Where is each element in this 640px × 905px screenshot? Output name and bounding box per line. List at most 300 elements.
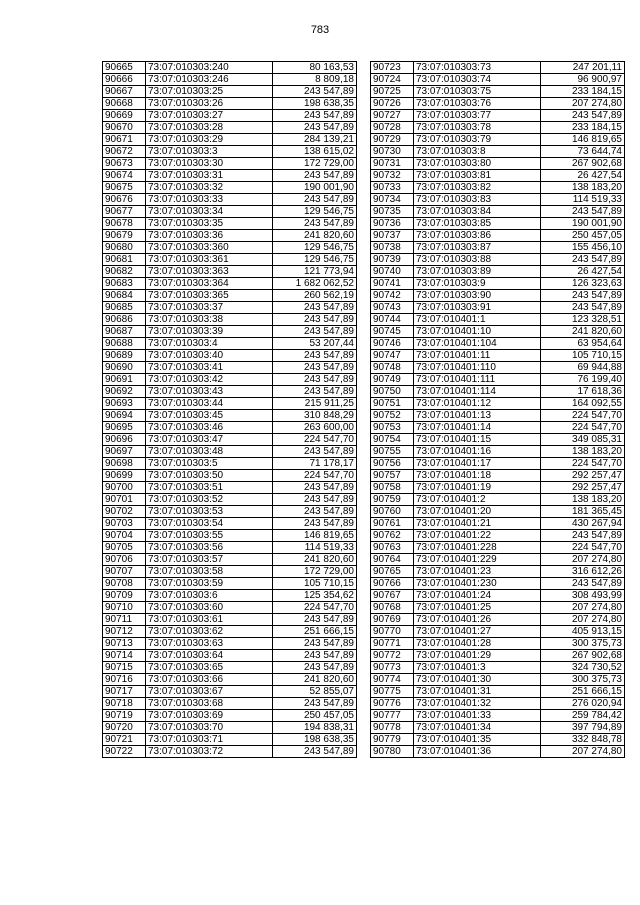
cadastral-number-cell: 73:07:010401:16 [414, 446, 541, 458]
row-number-cell: 90670 [103, 122, 146, 134]
cadastral-value-cell: 194 838,31 [273, 722, 357, 734]
table-row [371, 566, 625, 578]
cadastral-number-cell: 73:07:010303:38 [146, 314, 273, 326]
table-row [371, 650, 625, 662]
table-row [371, 662, 625, 674]
table-row [103, 722, 357, 734]
cadastral-number-cell: 73:07:010303:25 [146, 86, 273, 98]
row-number-cell: 90719 [103, 710, 146, 722]
cadastral-value-cell: 181 365,45 [541, 506, 625, 518]
row-number-cell: 90702 [103, 506, 146, 518]
cadastral-number-cell: 73:07:010401:230 [414, 578, 541, 590]
cadastral-value-cell: 260 562,19 [273, 290, 357, 302]
cadastral-value-cell: 215 911,25 [273, 398, 357, 410]
cadastral-value-cell: 243 547,89 [273, 614, 357, 626]
cadastral-value-cell: 247 201,11 [541, 62, 625, 74]
cadastral-number-cell: 73:07:010401:111 [414, 374, 541, 386]
table-row [103, 158, 357, 170]
cadastral-value-cell: 243 547,89 [273, 122, 357, 134]
row-number-cell: 90728 [371, 122, 414, 134]
cadastral-value-cell: 198 638,35 [273, 734, 357, 746]
cadastral-value-cell: 224 547,70 [541, 422, 625, 434]
cadastral-value-cell: 243 547,89 [273, 482, 357, 494]
cadastral-value-cell: 243 547,89 [273, 86, 357, 98]
cadastral-number-cell: 73:07:010401:24 [414, 590, 541, 602]
cadastral-value-cell: 123 328,51 [541, 314, 625, 326]
row-number-cell: 90780 [371, 746, 414, 758]
row-number-cell: 90751 [371, 398, 414, 410]
row-number-cell: 90681 [103, 254, 146, 266]
table-row [371, 506, 625, 518]
table-row [371, 218, 625, 230]
row-number-cell: 90779 [371, 734, 414, 746]
row-number-cell: 90705 [103, 542, 146, 554]
table-row [103, 530, 357, 542]
row-number-cell: 90711 [103, 614, 146, 626]
cadastral-value-cell: 114 519,33 [273, 542, 357, 554]
row-number-cell: 90678 [103, 218, 146, 230]
cadastral-value-cell: 126 323,63 [541, 278, 625, 290]
table-row [371, 182, 625, 194]
table-row [371, 230, 625, 242]
cadastral-number-cell: 73:07:010401:29 [414, 650, 541, 662]
cadastral-number-cell: 73:07:010401:3 [414, 662, 541, 674]
cadastral-number-cell: 73:07:010401:34 [414, 722, 541, 734]
row-number-cell: 90776 [371, 698, 414, 710]
row-number-cell: 90733 [371, 182, 414, 194]
cadastral-number-cell: 73:07:010303:76 [414, 98, 541, 110]
cadastral-number-cell: 73:07:010303:60 [146, 602, 273, 614]
cadastral-value-cell: 138 183,20 [541, 182, 625, 194]
table-row [103, 350, 357, 362]
cadastral-value-cell: 310 848,29 [273, 410, 357, 422]
cadastral-number-cell: 73:07:010303:8 [414, 146, 541, 158]
table-row [103, 602, 357, 614]
row-number-cell: 90741 [371, 278, 414, 290]
cadastral-value-cell: 243 547,89 [273, 194, 357, 206]
cadastral-number-cell: 73:07:010303:51 [146, 482, 273, 494]
row-number-cell: 90736 [371, 218, 414, 230]
cadastral-value-cell: 250 457,05 [541, 230, 625, 242]
cadastral-value-cell: 243 547,89 [273, 326, 357, 338]
cadastral-value-cell: 324 730,52 [541, 662, 625, 674]
cadastral-value-cell: 243 547,89 [273, 218, 357, 230]
cadastral-number-cell: 73:07:010401:22 [414, 530, 541, 542]
row-number-cell: 90773 [371, 662, 414, 674]
row-number-cell: 90729 [371, 134, 414, 146]
cadastral-value-cell: 114 519,33 [541, 194, 625, 206]
table-row [103, 230, 357, 242]
row-number-cell: 90732 [371, 170, 414, 182]
cadastral-value-cell: 241 820,60 [541, 326, 625, 338]
table-row [371, 422, 625, 434]
cadastral-value-cell: 53 207,44 [273, 338, 357, 350]
cadastral-number-cell: 73:07:010303:50 [146, 470, 273, 482]
cadastral-number-cell: 73:07:010303:52 [146, 494, 273, 506]
cadastral-number-cell: 73:07:010303:80 [414, 158, 541, 170]
row-number-cell: 90690 [103, 362, 146, 374]
table-row [371, 386, 625, 398]
cadastral-value-cell: 243 547,89 [273, 662, 357, 674]
table-row [103, 422, 357, 434]
table-row [371, 278, 625, 290]
table-row [371, 338, 625, 350]
table-row [371, 362, 625, 374]
cadastral-number-cell: 73:07:010303:42 [146, 374, 273, 386]
cadastral-value-cell: 241 820,60 [273, 230, 357, 242]
cadastral-value-cell: 207 274,80 [541, 746, 625, 758]
row-number-cell: 90777 [371, 710, 414, 722]
row-number-cell: 90708 [103, 578, 146, 590]
table-row [103, 122, 357, 134]
row-number-cell: 90734 [371, 194, 414, 206]
table-row [371, 122, 625, 134]
row-number-cell: 90712 [103, 626, 146, 638]
row-number-cell: 90704 [103, 530, 146, 542]
cadastral-value-cell: 146 819,65 [273, 530, 357, 542]
cadastral-value-cell: 207 274,80 [541, 554, 625, 566]
cadastral-value-cell: 129 546,75 [273, 206, 357, 218]
table-row [371, 350, 625, 362]
row-number-cell: 90730 [371, 146, 414, 158]
row-number-cell: 90718 [103, 698, 146, 710]
table-row [103, 734, 357, 746]
cadastral-value-cell: 243 547,89 [541, 290, 625, 302]
table-row [371, 326, 625, 338]
row-number-cell: 90748 [371, 362, 414, 374]
cadastral-value-cell: 332 848,78 [541, 734, 625, 746]
row-number-cell: 90764 [371, 554, 414, 566]
cadastral-number-cell: 73:07:010303:61 [146, 614, 273, 626]
cadastral-value-cell: 251 666,15 [541, 686, 625, 698]
cadastral-value-cell: 243 547,89 [541, 110, 625, 122]
table-row [371, 530, 625, 542]
row-number-cell: 90723 [371, 62, 414, 74]
table-row [103, 614, 357, 626]
row-number-cell: 90688 [103, 338, 146, 350]
cadastral-value-cell: 308 493,99 [541, 590, 625, 602]
row-number-cell: 90715 [103, 662, 146, 674]
table-row [371, 602, 625, 614]
row-number-cell: 90770 [371, 626, 414, 638]
cadastral-number-cell: 73:07:010401:33 [414, 710, 541, 722]
table-row [103, 578, 357, 590]
row-number-cell: 90713 [103, 638, 146, 650]
cadastral-value-cell: 243 547,89 [273, 506, 357, 518]
cadastral-number-cell: 73:07:010401:32 [414, 698, 541, 710]
row-number-cell: 90742 [371, 290, 414, 302]
table-row [103, 686, 357, 698]
cadastral-value-cell: 267 902,68 [541, 650, 625, 662]
cadastral-value-cell: 164 092,55 [541, 398, 625, 410]
table-row [103, 710, 357, 722]
table-row [103, 518, 357, 530]
table-row [371, 242, 625, 254]
cadastral-number-cell: 73:07:010401:12 [414, 398, 541, 410]
row-number-cell: 90677 [103, 206, 146, 218]
row-number-cell: 90761 [371, 518, 414, 530]
table-row [103, 446, 357, 458]
table-row [103, 374, 357, 386]
table-row [371, 590, 625, 602]
cadastral-number-cell: 73:07:010303:62 [146, 626, 273, 638]
cadastral-value-cell: 292 257,47 [541, 482, 625, 494]
row-number-cell: 90758 [371, 482, 414, 494]
cadastral-number-cell: 73:07:010303:58 [146, 566, 273, 578]
cadastral-number-cell: 73:07:010401:11 [414, 350, 541, 362]
row-number-cell: 90720 [103, 722, 146, 734]
table-row [371, 170, 625, 182]
table-row [371, 98, 625, 110]
row-number-cell: 90726 [371, 98, 414, 110]
row-number-cell: 90668 [103, 98, 146, 110]
table-row [103, 434, 357, 446]
cadastral-number-cell: 73:07:010303:53 [146, 506, 273, 518]
cadastral-number-cell: 73:07:010401:17 [414, 458, 541, 470]
cadastral-number-cell: 73:07:010303:64 [146, 650, 273, 662]
table-row [371, 554, 625, 566]
cadastral-value-cell: 198 638,35 [273, 98, 357, 110]
row-number-cell: 90760 [371, 506, 414, 518]
cadastral-number-cell: 73:07:010303:77 [414, 110, 541, 122]
cadastral-number-cell: 73:07:010303:81 [414, 170, 541, 182]
cadastral-number-cell: 73:07:010303:68 [146, 698, 273, 710]
cadastral-number-cell: 73:07:010303:59 [146, 578, 273, 590]
table-row [371, 398, 625, 410]
row-number-cell: 90665 [103, 62, 146, 74]
cadastral-number-cell: 73:07:010303:67 [146, 686, 273, 698]
cadastral-number-cell: 73:07:010303:48 [146, 446, 273, 458]
cadastral-value-cell: 243 547,89 [273, 302, 357, 314]
table-row [103, 278, 357, 290]
cadastral-number-cell: 73:07:010401:14 [414, 422, 541, 434]
row-number-cell: 90680 [103, 242, 146, 254]
cadastral-value-cell: 243 547,89 [273, 374, 357, 386]
cadastral-value-cell: 243 547,89 [273, 110, 357, 122]
row-number-cell: 90743 [371, 302, 414, 314]
cadastral-value-table-left [102, 61, 357, 758]
table-row [371, 470, 625, 482]
cadastral-number-cell: 73:07:010401:228 [414, 542, 541, 554]
cadastral-value-cell: 26 427,54 [541, 170, 625, 182]
cadastral-number-cell: 73:07:010303:66 [146, 674, 273, 686]
row-number-cell: 90745 [371, 326, 414, 338]
cadastral-value-cell: 190 001,90 [273, 182, 357, 194]
row-number-cell: 90740 [371, 266, 414, 278]
row-number-cell: 90774 [371, 674, 414, 686]
cadastral-value-cell: 224 547,70 [273, 602, 357, 614]
cadastral-number-cell: 73:07:010401:28 [414, 638, 541, 650]
row-number-cell: 90739 [371, 254, 414, 266]
cadastral-value-cell: 224 547,70 [541, 410, 625, 422]
cadastral-number-cell: 73:07:010303:33 [146, 194, 273, 206]
cadastral-value-cell: 80 163,53 [273, 62, 357, 74]
cadastral-number-cell: 73:07:010303:27 [146, 110, 273, 122]
cadastral-value-cell: 224 547,70 [273, 434, 357, 446]
cadastral-number-cell: 73:07:010303:75 [414, 86, 541, 98]
row-number-cell: 90716 [103, 674, 146, 686]
row-number-cell: 90703 [103, 518, 146, 530]
cadastral-number-cell: 73:07:010303:63 [146, 638, 273, 650]
cadastral-number-cell: 73:07:010401:19 [414, 482, 541, 494]
cadastral-value-cell: 259 784,42 [541, 710, 625, 722]
row-number-cell: 90746 [371, 338, 414, 350]
table-row [103, 506, 357, 518]
cadastral-value-cell: 207 274,80 [541, 602, 625, 614]
table-row [103, 290, 357, 302]
cadastral-number-cell: 73:07:010303:65 [146, 662, 273, 674]
cadastral-number-cell: 73:07:010401:13 [414, 410, 541, 422]
cadastral-value-cell: 243 547,89 [541, 302, 625, 314]
cadastral-value-cell: 69 944,88 [541, 362, 625, 374]
cadastral-number-cell: 73:07:010303:85 [414, 218, 541, 230]
table-row [103, 134, 357, 146]
cadastral-value-cell: 300 375,73 [541, 674, 625, 686]
table-row [371, 134, 625, 146]
cadastral-value-cell: 243 547,89 [273, 746, 357, 758]
table-row [103, 194, 357, 206]
row-number-cell: 90753 [371, 422, 414, 434]
cadastral-number-cell: 73:07:010401:27 [414, 626, 541, 638]
table-row [371, 698, 625, 710]
cadastral-value-cell: 172 729,00 [273, 566, 357, 578]
cadastral-value-cell: 63 954,64 [541, 338, 625, 350]
table-row [371, 626, 625, 638]
cadastral-number-cell: 73:07:010401:20 [414, 506, 541, 518]
row-number-cell: 90700 [103, 482, 146, 494]
cadastral-value-cell: 224 547,70 [273, 470, 357, 482]
row-number-cell: 90762 [371, 530, 414, 542]
cadastral-number-cell: 73:07:010303:28 [146, 122, 273, 134]
cadastral-number-cell: 73:07:010303:6 [146, 590, 273, 602]
table-row [371, 638, 625, 650]
row-number-cell: 90749 [371, 374, 414, 386]
cadastral-value-cell: 172 729,00 [273, 158, 357, 170]
row-number-cell: 90759 [371, 494, 414, 506]
cadastral-number-cell: 73:07:010401:35 [414, 734, 541, 746]
cadastral-value-cell: 243 547,89 [273, 650, 357, 662]
cadastral-number-cell: 73:07:010401:104 [414, 338, 541, 350]
row-number-cell: 90724 [371, 74, 414, 86]
cadastral-number-cell: 73:07:010303:34 [146, 206, 273, 218]
cadastral-value-cell: 243 547,89 [273, 314, 357, 326]
table-row [103, 182, 357, 194]
row-number-cell: 90769 [371, 614, 414, 626]
cadastral-value-cell: 129 546,75 [273, 254, 357, 266]
cadastral-value-cell: 207 274,80 [541, 614, 625, 626]
table-row [371, 674, 625, 686]
cadastral-value-cell: 349 085,31 [541, 434, 625, 446]
table-row [103, 626, 357, 638]
row-number-cell: 90757 [371, 470, 414, 482]
row-number-cell: 90768 [371, 602, 414, 614]
row-number-cell: 90697 [103, 446, 146, 458]
table-row [103, 266, 357, 278]
cadastral-value-cell: 8 809,18 [273, 74, 357, 86]
cadastral-number-cell: 73:07:010303:46 [146, 422, 273, 434]
table-row [371, 158, 625, 170]
table-row [371, 374, 625, 386]
table-row [371, 710, 625, 722]
row-number-cell: 90722 [103, 746, 146, 758]
row-number-cell: 90766 [371, 578, 414, 590]
cadastral-number-cell: 73:07:010303:73 [414, 62, 541, 74]
cadastral-value-cell: 207 274,80 [541, 98, 625, 110]
row-number-cell: 90750 [371, 386, 414, 398]
cadastral-number-cell: 73:07:010303:57 [146, 554, 273, 566]
table-row [103, 662, 357, 674]
table-row [103, 254, 357, 266]
row-number-cell: 90717 [103, 686, 146, 698]
row-number-cell: 90689 [103, 350, 146, 362]
cadastral-number-cell: 73:07:010303:69 [146, 710, 273, 722]
table-row [371, 290, 625, 302]
table-row [103, 458, 357, 470]
row-number-cell: 90744 [371, 314, 414, 326]
cadastral-value-cell: 243 547,89 [273, 446, 357, 458]
row-number-cell: 90752 [371, 410, 414, 422]
row-number-cell: 90721 [103, 734, 146, 746]
row-number-cell: 90671 [103, 134, 146, 146]
cadastral-number-cell: 73:07:010303:70 [146, 722, 273, 734]
row-number-cell: 90676 [103, 194, 146, 206]
row-number-cell: 90686 [103, 314, 146, 326]
cadastral-number-cell: 73:07:010303:90 [414, 290, 541, 302]
cadastral-number-cell: 73:07:010303:363 [146, 266, 273, 278]
cadastral-value-cell: 243 547,89 [273, 638, 357, 650]
table-row [371, 266, 625, 278]
table-row [371, 746, 625, 758]
cadastral-value-cell: 73 644,74 [541, 146, 625, 158]
cadastral-value-cell: 284 139,21 [273, 134, 357, 146]
row-number-cell: 90727 [371, 110, 414, 122]
cadastral-number-cell: 73:07:010303:43 [146, 386, 273, 398]
cadastral-number-cell: 73:07:010303:365 [146, 290, 273, 302]
cadastral-value-cell: 17 618,36 [541, 386, 625, 398]
cadastral-value-cell: 243 547,89 [541, 530, 625, 542]
table-row [103, 326, 357, 338]
cadastral-value-cell: 251 666,15 [273, 626, 357, 638]
row-number-cell: 90735 [371, 206, 414, 218]
table-row [371, 614, 625, 626]
cadastral-value-cell: 267 902,68 [541, 158, 625, 170]
cadastral-number-cell: 73:07:010303:45 [146, 410, 273, 422]
row-number-cell: 90684 [103, 290, 146, 302]
row-number-cell: 90667 [103, 86, 146, 98]
table-row [103, 386, 357, 398]
row-number-cell: 90755 [371, 446, 414, 458]
table-row [371, 410, 625, 422]
cadastral-number-cell: 73:07:010303:87 [414, 242, 541, 254]
table-row [103, 482, 357, 494]
cadastral-number-cell: 73:07:010401:114 [414, 386, 541, 398]
row-number-cell: 90701 [103, 494, 146, 506]
cadastral-value-cell: 263 600,00 [273, 422, 357, 434]
cadastral-value-cell: 129 546,75 [273, 242, 357, 254]
row-number-cell: 90778 [371, 722, 414, 734]
cadastral-number-cell: 73:07:010303:361 [146, 254, 273, 266]
row-number-cell: 90763 [371, 542, 414, 554]
row-number-cell: 90731 [371, 158, 414, 170]
table-row [103, 86, 357, 98]
cadastral-number-cell: 73:07:010303:36 [146, 230, 273, 242]
row-number-cell: 90775 [371, 686, 414, 698]
row-number-cell: 90714 [103, 650, 146, 662]
row-number-cell: 90685 [103, 302, 146, 314]
table-row [371, 146, 625, 158]
page-number: 783 [310, 24, 330, 36]
table-row [103, 170, 357, 182]
